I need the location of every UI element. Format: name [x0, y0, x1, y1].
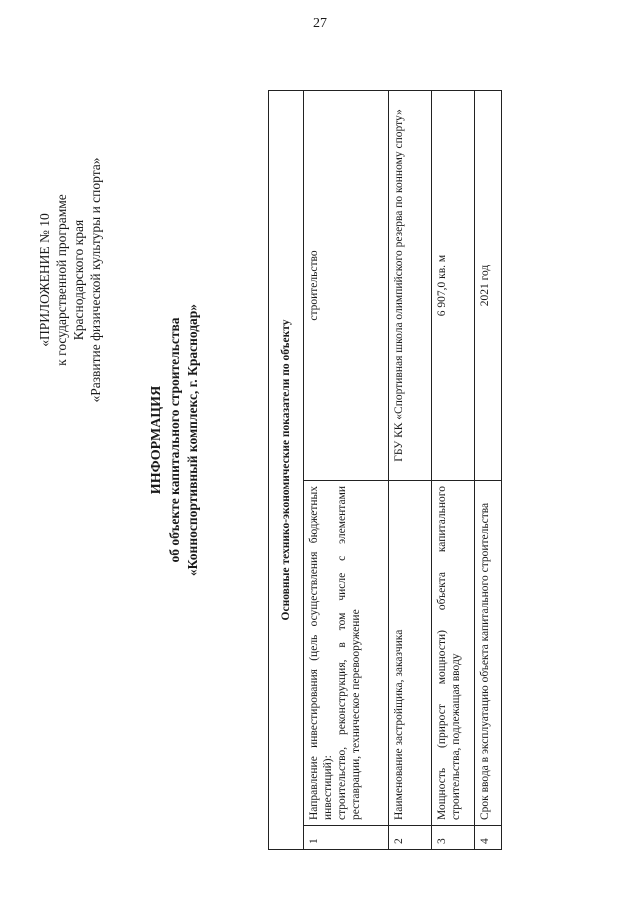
row-value: 6 907,0 кв. м	[432, 91, 475, 481]
table-row	[304, 91, 389, 850]
title-line-1: ИНФОРМАЦИЯ	[149, 385, 164, 495]
row-number: 2	[389, 826, 432, 850]
row-name: Мощность (прирост мощности) объекта капитального строительства, подлежащая вводу	[432, 481, 475, 826]
title-line-3: «Конноспортивный комплекс, г. Краснодар»	[185, 303, 200, 577]
page-number: 27	[313, 16, 327, 31]
row-value: 2021 год	[475, 91, 502, 481]
document-sheet	[28, 50, 588, 870]
row-name: Наименование застройщика, заказчика	[389, 481, 432, 826]
table-header: Основные технико-экономические показатели по объекту	[269, 91, 304, 850]
appendix-line-4: «Развитие физической культуры и спорта»	[88, 157, 103, 403]
row-name: Срок ввода в эксплуатацию объекта капитального строительства	[475, 481, 502, 826]
document-title	[148, 80, 202, 800]
row-number: 4	[475, 826, 502, 850]
row-name	[304, 481, 389, 826]
title-line-2: об объекте капитального строительства	[167, 317, 182, 563]
appendix-heading	[36, 70, 104, 490]
row-number: 1	[304, 826, 389, 850]
row-name-part-a: Направление инвестирования (цель осуществления бюджетных инвестиций):	[308, 486, 334, 820]
appendix-line-3: Краснодарского края	[71, 219, 86, 341]
row-value: ГБУ КК «Спортивная школа олимпийского резерва по конному спорту»	[389, 91, 432, 481]
table-row	[389, 91, 432, 850]
indicators-table	[268, 90, 502, 850]
row-name-part-b: строительство, реконструкция, в том числе с элементами реставрации, техническое перевооружение	[336, 486, 362, 820]
table-row	[475, 91, 502, 850]
row-value: строительство	[304, 91, 389, 481]
appendix-line-2: к государственной программе	[54, 194, 69, 366]
table-row	[432, 91, 475, 850]
appendix-line-1: «ПРИЛОЖЕНИЕ № 10	[37, 213, 52, 347]
row-number: 3	[432, 826, 475, 850]
